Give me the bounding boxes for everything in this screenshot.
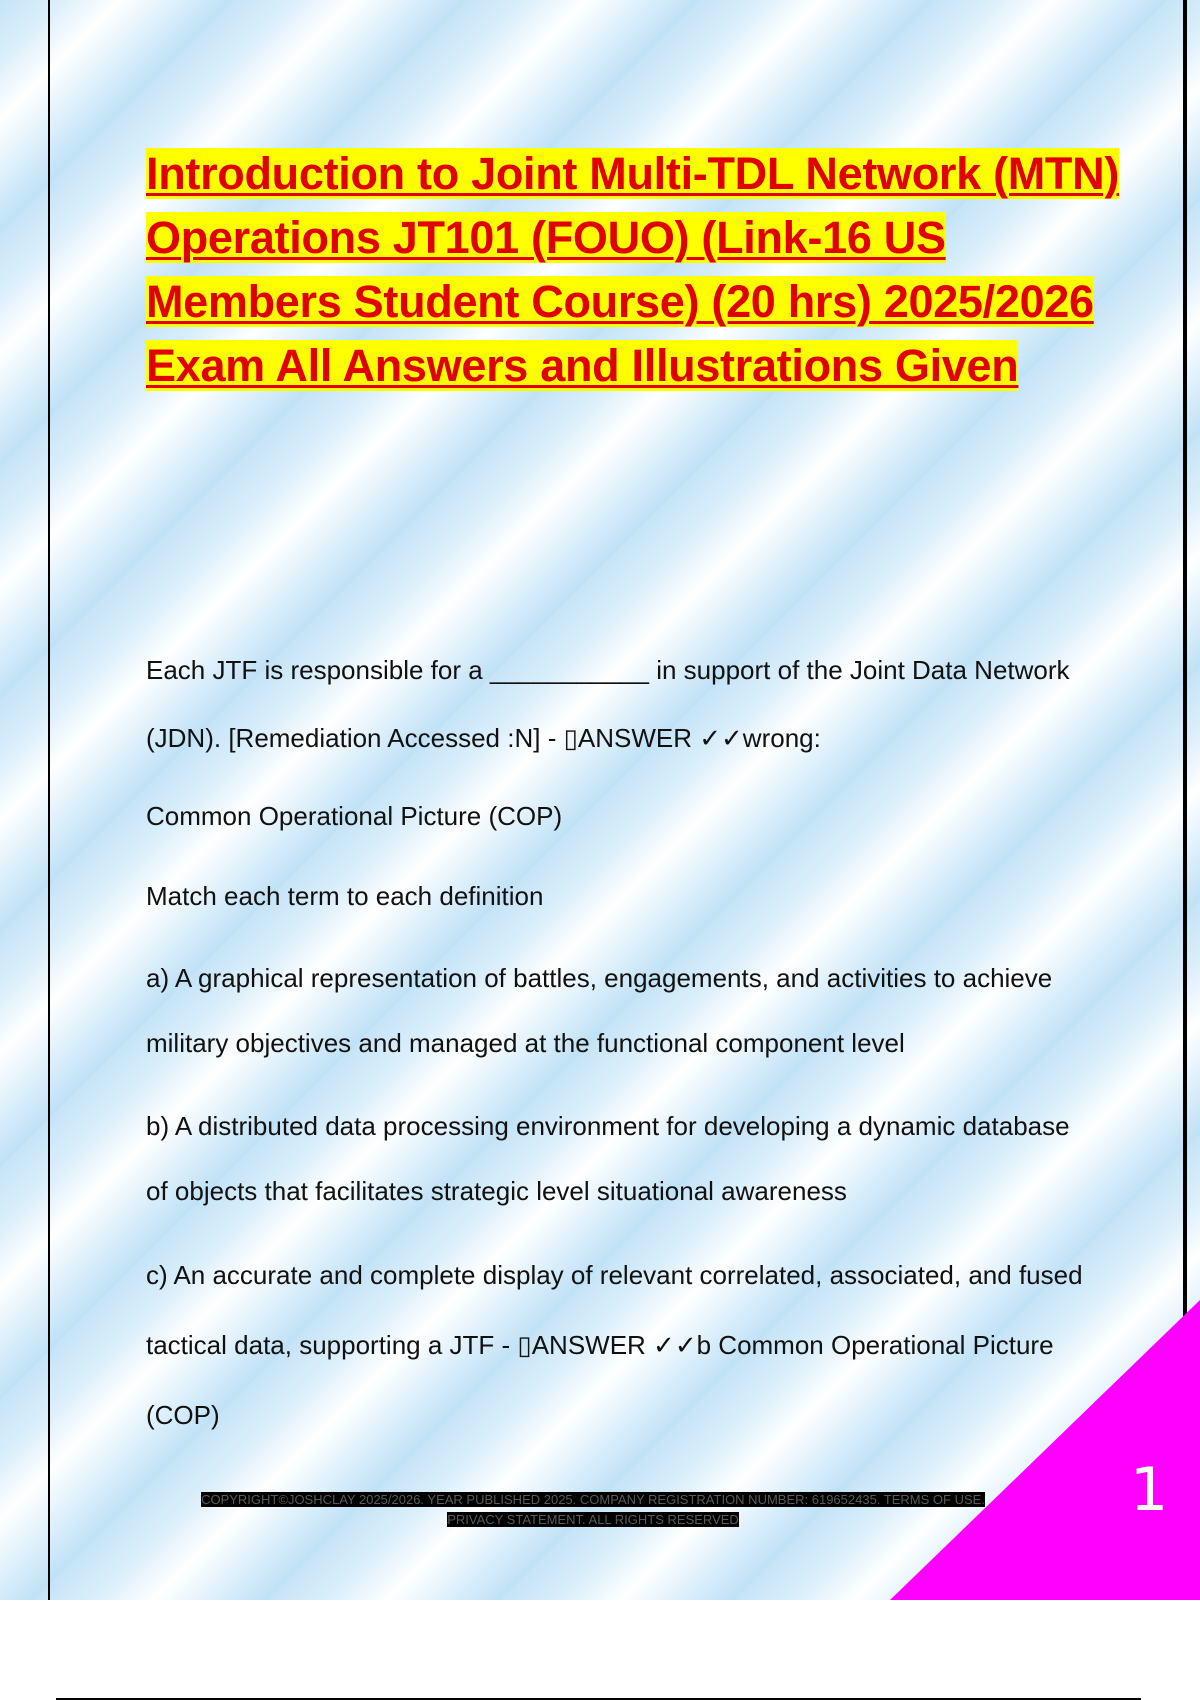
copyright-footer [178,1490,1008,1530]
question-1: Each JTF is responsible for a ___________ in support of the Joint Data Network (JDN). [Remediation Accessed :N] - ▯ANSWER ✓✓wrong: [146,655,1070,753]
copyright-text: COPYRIGHT©JOSHCLAY 2025/2026. YEAR PUBLISHED 2025. COMPANY REGISTRATION NUMBER: 619652435. TERMS OF USE. PRIVACY STATEMENT. ALL RIGHTS RESERVED [201,1492,985,1527]
document-title [146,142,1126,398]
page-number: 1 [1130,1455,1169,1525]
answer-1: Common Operational Picture (COP) [146,801,563,831]
option-c: c) An accurate and complete display of relevant correlated, associated, and fused tactical data, supporting a JTF - ▯ANSWER ✓✓b Common Operational Picture (COP) [146,1260,1083,1430]
document-title-text: Introduction to Joint Multi-TDL Network (MTN) Operations JT101 (FOUO) (Link-16 US Members Student Course) (20 hrs) 2025/2026 Exam All Answers and Illustrations Given [146,148,1120,391]
left-border [48,0,50,1600]
question-2: Match each term to each definition [146,881,544,911]
option-a: a) A graphical representation of battles, engagements, and activities to achieve military objectives and managed at the functional component level [146,963,1053,1058]
option-b: b) A distributed data processing environment for developing a dynamic database of objects that facilitates strategic level situational awareness [146,1111,1070,1206]
